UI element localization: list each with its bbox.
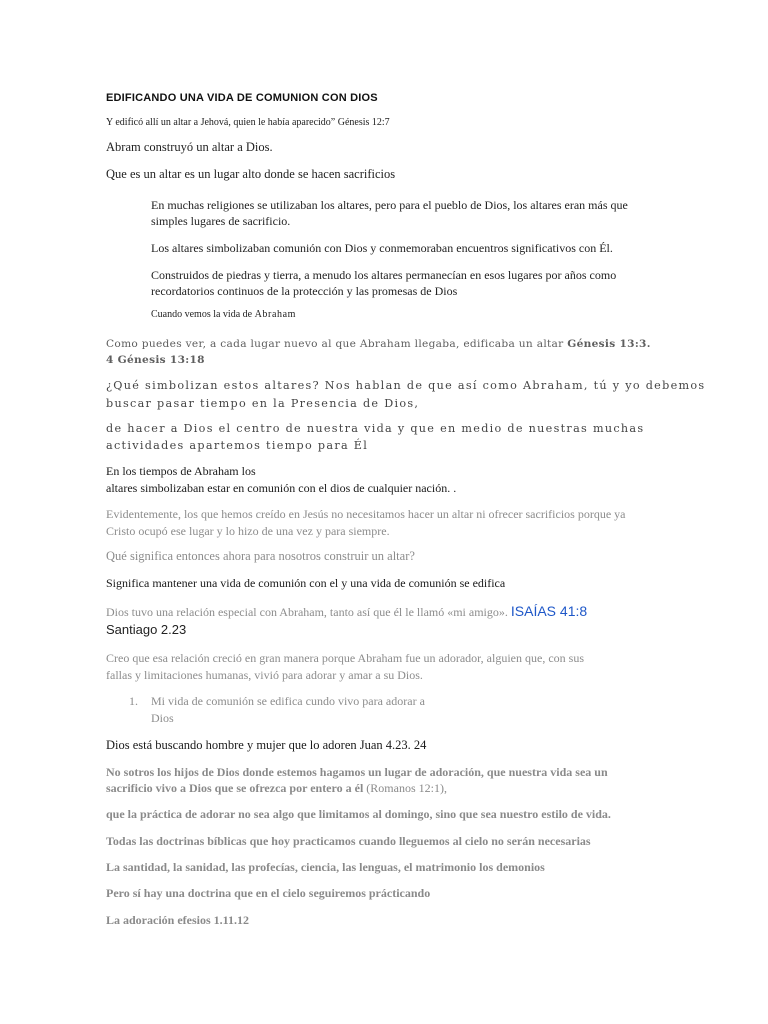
isaias-41-8-link[interactable]: ISAÍAS 41:8 [510, 603, 588, 619]
epigraph: Y edificó allí un altar a Jehová, quien le había aparecido” Génesis 12:7 [106, 117, 390, 128]
document-title: EDIFICANDO UNA VIDA DE COMUNION CON DIOS [106, 92, 378, 104]
indent-paragraph-3-line-2: recordatorios continuos de la protección y las promesas de Dios [151, 284, 458, 298]
paragraph-18: La adoración efesios 1.11.12 [106, 913, 249, 927]
paragraph-4-line-1: ¿Qué simbolizan estos altares? Nos hablan de que así como Abraham, tú y yo debemos [106, 379, 706, 392]
indent-paragraph-2: Los altares simbolizaban comunión con Dios y conmemoraban encuentros significativos con Él. [151, 241, 613, 255]
list-item-1-line-1: Mi vida de comunión se edifica cundo vivo para adorar a [151, 694, 425, 708]
genesis-13-3-reference: Génesis 13:3. [567, 338, 651, 350]
list-item-1-line-2: Dios [151, 711, 174, 725]
paragraph-11-line-1: Creo que esa relación creció en gran manera porque Abraham fue un adorador, alguien que, con sus [106, 651, 584, 665]
paragraph-3-line-2: 4 Génesis 13:18 [106, 354, 205, 366]
list-item-1-number: 1. [129, 694, 138, 708]
paragraph-9: Significa mantener una vida de comunión con el y una vida de comunión se edifica [106, 576, 506, 590]
indent-paragraph-4-text: Cuando vemos la vida de [151, 309, 255, 320]
paragraph-3-text: Como puedes ver, a cada lugar nuevo al que Abraham llegaba, edificaba un altar [106, 338, 568, 350]
paragraph-7-line-2: Cristo ocupó ese lugar y lo hizo de una vez y para siempre. [106, 524, 390, 538]
paragraph-11-line-2: fallas y limitaciones humanas, vivió para adorar y amar a su Dios. [106, 668, 423, 682]
paragraph-2: Que es un altar es un lugar alto donde se hacen sacrificios [106, 167, 396, 181]
paragraph-13-line-1: No sotros los hijos de Dios donde estemos hagamos un lugar de adoración, que nuestra vida sea un [106, 765, 608, 779]
paragraph-7-line-1: Evidentemente, los que hemos creído en Jesús no necesitamos hacer un altar ni ofrecer sacrificios porque ya [106, 507, 626, 521]
paragraph-15: Todas las doctrinas bíblicas que hoy practicamos cuando lleguemos al cielo no serán necesarias [106, 834, 591, 848]
paragraph-5-line-2: actividades apartemos tiempo para Él [106, 439, 369, 452]
paragraph-13-text: sacrificio vivo a Dios que se ofrezca por entero a él [106, 781, 367, 795]
paragraph-4-line-2: buscar pasar tiempo en la Presencia de Dios, [106, 397, 420, 410]
romanos-12-1-reference: (Romanos 12:1), [366, 781, 447, 795]
paragraph-10-line-1 [106, 603, 587, 620]
indent-paragraph-3-line-1: Construidos de piedras y tierra, a menudo los altares permanecían en esos lugares por años como [151, 268, 617, 282]
indent-paragraph-1-line-1: En muchas religiones se utilizaban los altares, pero para el pueblo de Dios, los altares eran más que [151, 198, 628, 212]
abraham-name: Abraham [254, 309, 297, 320]
paragraph-3-line-1 [106, 338, 651, 350]
paragraph-5-line-1: de hacer a Dios el centro de nuestra vida y que en medio de nuestras muchas [106, 422, 645, 435]
santiago-reference: Santiago 2.23 [106, 622, 187, 637]
paragraph-12: Dios está buscando hombre y mujer que lo adoren Juan 4.23. 24 [106, 738, 427, 752]
paragraph-1: Abram construyó un altar a Dios. [106, 140, 273, 154]
paragraph-17: Pero sí hay una doctrina que en el cielo seguiremos prácticando [106, 886, 431, 900]
paragraph-10-text: Dios tuvo una relación especial con Abraham, tanto así que él le llamó «mi amigo». [106, 605, 511, 619]
paragraph-14: que la práctica de adorar no sea algo que limitamos al domingo, sino que sea nuestro estilo de vida. [106, 807, 611, 821]
indent-paragraph-1-line-2: simples lugares de sacrificio. [151, 214, 291, 228]
paragraph-16: La santidad, la sanidad, las profecías, ciencia, las lenguas, el matrimonio los demonios [106, 860, 545, 874]
paragraph-13-line-2 [106, 781, 447, 796]
paragraph-6-line-1: En los tiempos de Abraham los [106, 464, 256, 478]
indent-paragraph-4 [151, 309, 296, 320]
paragraph-8: Qué significa entonces ahora para nosotros construir un altar? [106, 549, 415, 563]
paragraph-6-line-2: altares simbolizaban estar en comunión con el dios de cualquier nación. . [106, 481, 457, 495]
